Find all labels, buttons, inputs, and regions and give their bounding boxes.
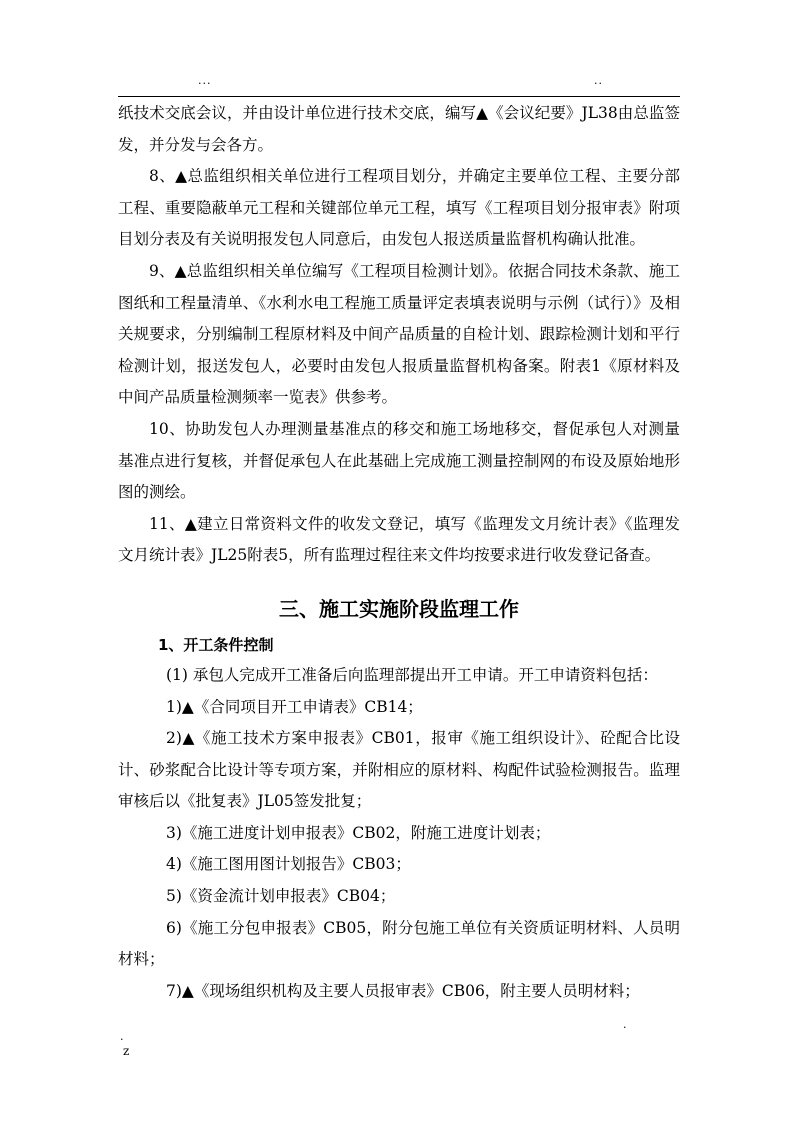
list-item-1: 1)▲《合同项目开工申请表》CB14；	[166, 697, 423, 716]
list-item-3: 3)《施工进度计划申报表》CB02，附施工进度计划表；	[166, 823, 551, 842]
header-dots-right: ..	[594, 74, 603, 87]
header-dots-left: ...	[198, 74, 212, 87]
footer-dot-left: .	[120, 1030, 124, 1043]
paragraph-continuation: 纸技术交底会议，并由设计单位进行技术交底，编写▲《会议纪要》JL38由总监签发，并分发与会各方。	[118, 104, 680, 154]
paragraph-item-10: 10、协助发包人办理测量基准点的移交和施工场地移交，督促承包人对测量基准点进行复核，并督促承包人在此基础上完成施工测量控制网的布设及原始地形图的测绘。	[118, 419, 680, 502]
footer-dot-right: .	[623, 1018, 627, 1031]
header-rule	[118, 96, 680, 97]
footer-mark: z	[123, 1044, 130, 1058]
list-item-4: 4)《施工图用图计划报告》CB03；	[166, 855, 411, 874]
paragraph-item-9: 9、▲总监组织相关单位编写《工程项目检测计划》。依据合同技术条款、施工图纸和工程量清单、《水利水电工程施工质量评定表填表说明与示例（试行）》及相关规要求，分别编制工程原材料及中间产品质量的自检计划、跟踪检测计划和平行检测计划，报送发包人，必要时由发包人报质量监督机构备案。附表1《原材料及中间产品质量检测频率一览表》供参考。	[118, 261, 680, 407]
list-item-5: 5)《资金流计划申报表》CB04；	[166, 887, 396, 906]
page-content	[118, 98, 680, 1007]
paragraph-item-11: 11、▲建立日常资料文件的收发文登记，填写《监理发文月统计表》《监理发文月统计表》JL25附表5，所有监理过程往来文件均按要求进行收发登记备查。	[118, 514, 680, 565]
subsection-title: 1、开工条件控制	[158, 635, 274, 654]
paragraph-item-8: 8、▲总监组织相关单位进行工程项目划分，并确定主要单位工程、主要分部工程、重要隐蔽单元工程和关键部位单元工程，填写《工程项目划分报审表》附项目划分表及有关说明报发包人同意后，由发包人报送质量监督机构确认批准。	[118, 167, 680, 249]
list-intro: (1) 承包人完成开工准备后向监理部提出开工申请。开工申请资料包括：	[166, 665, 658, 684]
list-item-7: 7)▲《现场组织机构及主要人员报审表》CB06，附主要人员明材料；	[166, 981, 640, 1000]
list-item-6: 6)《施工分包申报表》CB05，附分包施工单位有关资质证明材料、人员明材料；	[118, 918, 680, 969]
section-title: 三、施工实施阶段监理工作	[279, 596, 519, 621]
list-item-2: 2)▲《施工技术方案申报表》CB01，报审《施工组织设计》、砼配合比设计、砂浆配合比设计等专项方案，并附相应的原材料、构配件试验检测报告。监理审核后以《批复表》JL05签发批复；	[118, 729, 680, 811]
